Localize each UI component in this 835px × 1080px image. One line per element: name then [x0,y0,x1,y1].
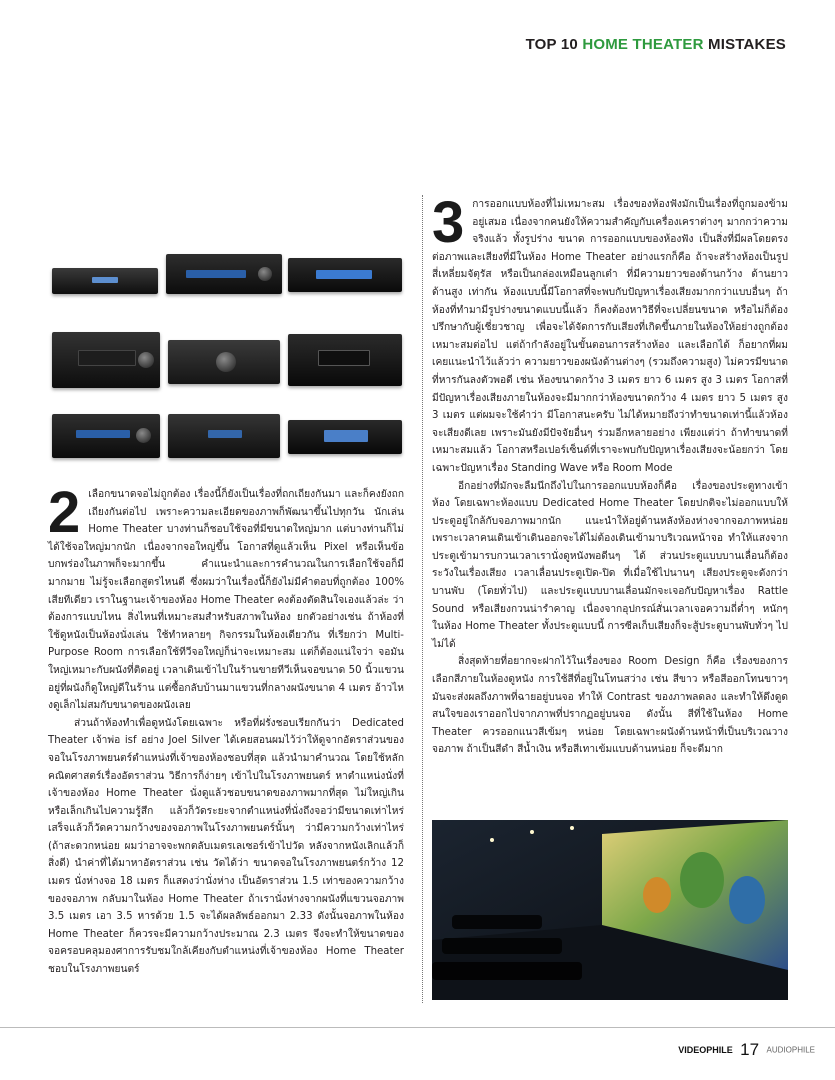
receiver-image [166,254,282,294]
receiver-image [52,268,158,294]
receiver-image [168,414,280,458]
page-number: 17 [740,1040,760,1059]
receiver-image [288,420,402,454]
receiver-image [52,332,160,388]
header-suffix: MISTAKES [708,36,786,53]
footer-brand-secondary: AUDIOPHILE [766,1045,815,1055]
section-3-paragraph: สิ่งสุดท้ายที่อยากจะฝากไว้ในเรื่องของ Room Design ก็คือ เรื่องของการเลือกสีภายในห้องดูหนัง การใช้สีที่อยู่ในโทนสว่าง เช่น สีขาว หรือสีออกโทนขาวๆ มันจะส่งผลถึงภาพที่ฉายอยู่บนจอ ทำให้ Contrast ของภาพลดลง และทำให้ดึงดูดสนใจของเราออกไปจากภาพที่ปรากฏอยู่บนจอ ดังนั้น สีที่ใช้ในห้อง Home Theater ควรออกแนวสีเข้มๆ หน่อย โดยเฉพาะผนังด้านหน้าที่เป็นบริเวณวางจอภาพ ถ้าเป็นสีดำ สีน้ำเงิน หรือสีเทาเข้มแบบด้านหน่อย ก็จะดีมาก [432,656,788,756]
av-receivers-collage [48,248,406,466]
section-3-column [432,190,788,759]
section-number-2: 2 [48,480,81,545]
section-3-paragraph: การออกแบบห้องที่ไม่เหมาะสม เรื่องของห้องฟังมักเป็นเรื่องที่ถูกมองข้ามอยู่เสมอ เนื่องจากคนยังให้ความสำคัญกับเครื่องเคราต่างๆ มากกว่าความจริงแล้ว ทั้งรูปร่าง ขนาด การออกแบบของห้องฟัง เป็นสิ่งที่มีผลโดยตรงต่อภาพและเสียงที่มีในห้อง Home Theater อย่างแรกก็คือ ถ้าจะสร้างห้องเป็นรูปสี่เหลี่ยมจัตุรัส หรือเป็นกล่องเหมือนลูกเต๋า ที่มีความยาวของด้านกว้าง ด้านยาว ด้านสูง เท่ากัน ห้องแบบนี้มีโอกาสที่จะพบกับปัญหาเรื่องเสียงมากกว่าแบบอื่นๆ ถ้าห้องที่ทำมามีรูปร่างขนาดแบบนี้แล้ว ก็คงต้องหาวิธีที่จะเปลี่ยนขนาด หรือไม่ก็ต้องปรึกษากับผู้เชี่ยวชาญ เพื่อจะได้จัดการกับเสียงที่เกิดขึ้นภายในห้องให้อย่างถูกต้องเหมาะสมต่อไป แต่ถ้ากำลังอยู่ในขั้นตอนการสร้างห้อง และเลือกได้ ก็อยากที่ผมเคยแนะนำไว้แล้วว่า ความยาวของผนังด้านต่างๆ (รวมถึงความสูง) ไม่ควรมีขนาดที่หารกันลงตัวพอดี เช่น ห้องขนาดกว้าง 3 เมตร ยาว 6 เมตร สูง 3 เมตร โอกาสที่มีปัญหาเรื่องเสียงภายในห้องจะมีมากกว่าห้องขนาดกว้าง 4 เมตร ยาว 5 เมตร สูง 3 เมตร แต่ผมจะใช้คำว่า มีโอกาสนะครับ ไม่ได้หมายถึงว่าทำขนาดเท่านี้แล้วห้องจะเสียงดีเลย เพราะมันยังมีปัจจัยอื่นๆ ร่วมอีกหลายอย่าง เพียงแต่ว่า ถ้าทำขนาดที่เหมาะสมแล้ว โอกาสหรือเปอร์เซ็นต์ที่เราจะพบกับปัญหาเรื่องเสียงจะน้อยกว่า โดยเฉพาะปัญหาเรื่อง Standing Wave หรือ Room Mode [432,199,788,474]
receiver-image [288,258,402,292]
header-prefix: TOP 10 [525,36,578,53]
section-2-paragraph: เลือกขนาดจอไม่ถูกต้อง เรื่องนี้ก็ยังเป็นเรื่องที่ถกเถียงกันมา และก็คงยังถกเถียงกันต่อไป เพราะความละเอียดของภาพก็พัฒนาขึ้นไปทุกวัน นักเล่น Home Theater บางท่านก็ชอบใช้จอที่มีขนาดใหญ่มาก แต่บางท่านก็ไม่ได้ใช้จอใหญ่มากนัก เนื่องจากจอใหญ่ขึ้น โอกาสที่ดูแล้วเห็น Pixel หรือเห็นข้อบกพร่องในภาพก็จะมากขึ้น คำแนะนำและการคำนวณในการเลือกใช้จอก็มีมากมาย ไม่รู้จะเลือกสูตรไหนดี ซึ่งผมว่าในเรื่องนี้ก็ยังไม่มีคำตอบที่ถูกต้อง 100% เสียทีเดียว เราในฐานะเจ้าของห้อง Home Theater คงต้องตัดสินใจเองแล้วล่ะ ว่าต้องการแบบไหน สิ่งไหนที่เหมาะสมสำหรับสภาพในห้อง ยกตัวอย่างเช่น ถ้าห้องที่ใช้ดูหนังเป็นห้องนั่งเล่น ใช้ทำหลายๆ กิจกรรมในห้องเดียวกัน ที่เรียกว่า Multi-Purpose Room การเลือกใช้ทีวีจอใหญ่ก็น่าจะเหมาะสม แต่ก็ต้องแน่ใจว่า จอมันใหญ่เหมาะกับผนังที่ติดอยู่ เวลาเดินเข้าไปในร้านขายทีวีเห็นจอขนาด 50 นิ้วแขวนอยู่ที่ผนังก็ดูใหญ่ดีในร้าน แต่ซื้อกลับบ้านมาแขวนที่กลางผนังขนาด 4 เมตร อ้าวไหงดูเล็กไม่สมกับขนาดของผนังเลย [48,489,404,712]
section-2-column [48,480,404,979]
receiver-image [288,334,402,386]
receiver-image [168,340,280,384]
home-theater-illustration [432,820,788,1000]
header-highlight: HOME THEATER [582,36,704,53]
section-number-3: 3 [432,190,465,255]
page-header [526,36,786,53]
home-theater-photo [432,820,788,1000]
footer-rule [0,1027,835,1028]
receiver-image [52,414,160,458]
page-footer [678,1040,815,1060]
column-divider [422,195,423,1003]
footer-brand: VIDEOPHILE [678,1045,733,1055]
section-3-paragraph: อีกอย่างที่มักจะลืมนึกถึงไปในการออกแบบห้องก็คือ เรื่องของประตูทางเข้าห้อง โดยเฉพาะห้องแบบ Dedicated Home Theater โดยปกติจะไม่ออกแบบให้ประตูอยู่ใกล้กับจอภาพมากนัก แนะนำให้อยู่ด้านหลังห้องห่างจากจอภาพหน่อย เพราะเวลาคนเดินเข้าเดินออกจะได้ไม่ต้องเดินเข้ามาบริเวณหน้าจอ ทำให้แสงจากประตูเข้ามารบกวนเวลาเรานั่งดูหนังพอดีนๆ ได้ ส่วนประตูแบบบานเลื่อนก็ต้องระวังในเรื่องเสียง เวลาเลื่อนประตูเปิด-ปิด ที่เมื่อใช้ไปนานๆ เสียงประตูจะดังกว่าบานพับ (โดยทั่วไป) และประตูแบบบานเลื่อนมักจะเจอกับปัญหาเรื่อง Rattle Sound หรือเสียงกวนน่ารำคาญ เนื่องจากอุปกรณ์สั่นเวลาเจอความถี่ต่ำๆ หนักๆ ในห้อง Home Theater ทั้งประตูแบบนี้ การซีลเก็บเสียงก็จะสู้ประตูบานพับทั่วๆ ไปไม่ได้ [432,480,788,650]
section-2-paragraph: ส่วนถ้าห้องทำเพื่อดูหนังโดยเฉพาะ หรือที่ฝรั่งชอบเรียกกันว่า Dedicated Theater เจ้าพ่อ isf อย่าง Joel Silver ได้เคยสอนผมไว้ว่าให้ดูจากอัตราส่วนของจอในโรงภาพยนตร์ตำแหน่งที่เจ้าของห้องชอบที่สุด แล้วนำมาคำนวณ โดยใช้หลักคณิตศาสตร์เรื่องอัตราส่วน วิธีการก็ง่ายๆ เข้าไปในโรงภาพยนตร์ หาตำแหน่งนั่งที่เจ้าของห้อง Home Theater นั่งดูแล้วชอบขนาดของภาพมากที่สุด ไม่ใหญ่เกินหรือเล็กเกินไปความรู้สึก แล้วก็วัดระยะจากตำแหน่งที่นั่งถึงจอว่ามีขนาดเท่าไหร่ เสร็จแล้วก็วัดความกว้างของจอภาพในโรงภาพยนตร์นั้นๆ ว่ามีความกว้างเท่าไหร่ (ถ้าสะดวกหน่อย ผมว่าอาจจะพกตลับเมตรเลเซอร์เข้าไปวัด หลังจากหนังเลิกแล้วก็สิ่งดี) นำค่าที่ได้มาหาอัตราส่วน เช่น วัดได้ว่า ขนาดจอในโรงภาพยนตร์กว้าง 12 เมตร นั่งห่างจอ 18 เมตร ก็แสดงว่านั่งห่าง เป็นอัตราส่วน 1.5 เท่าของความกว้างของจอภาพ กลับมาในห้อง Home Theater ถ้าเรานั่งห่างจากผนังที่แขวนจอภาพ 3.5 เมตร เอา 3.5 หารด้วย 1.5 จะได้ผลลัพธ์ออกมา 2.33 ดังนั้นจอภาพในห้อง Home Theater ก็ควรจะมีความกว้างประมาณ 2.3 เมตร จึงจะทำให้ขนาดของจอครอบคลุมองศาการรับชมใกล้เคียงกับตำแหน่งที่เจ้าของห้อง Home Theater ชอบในโรงภาพยนตร์ [48,717,404,976]
